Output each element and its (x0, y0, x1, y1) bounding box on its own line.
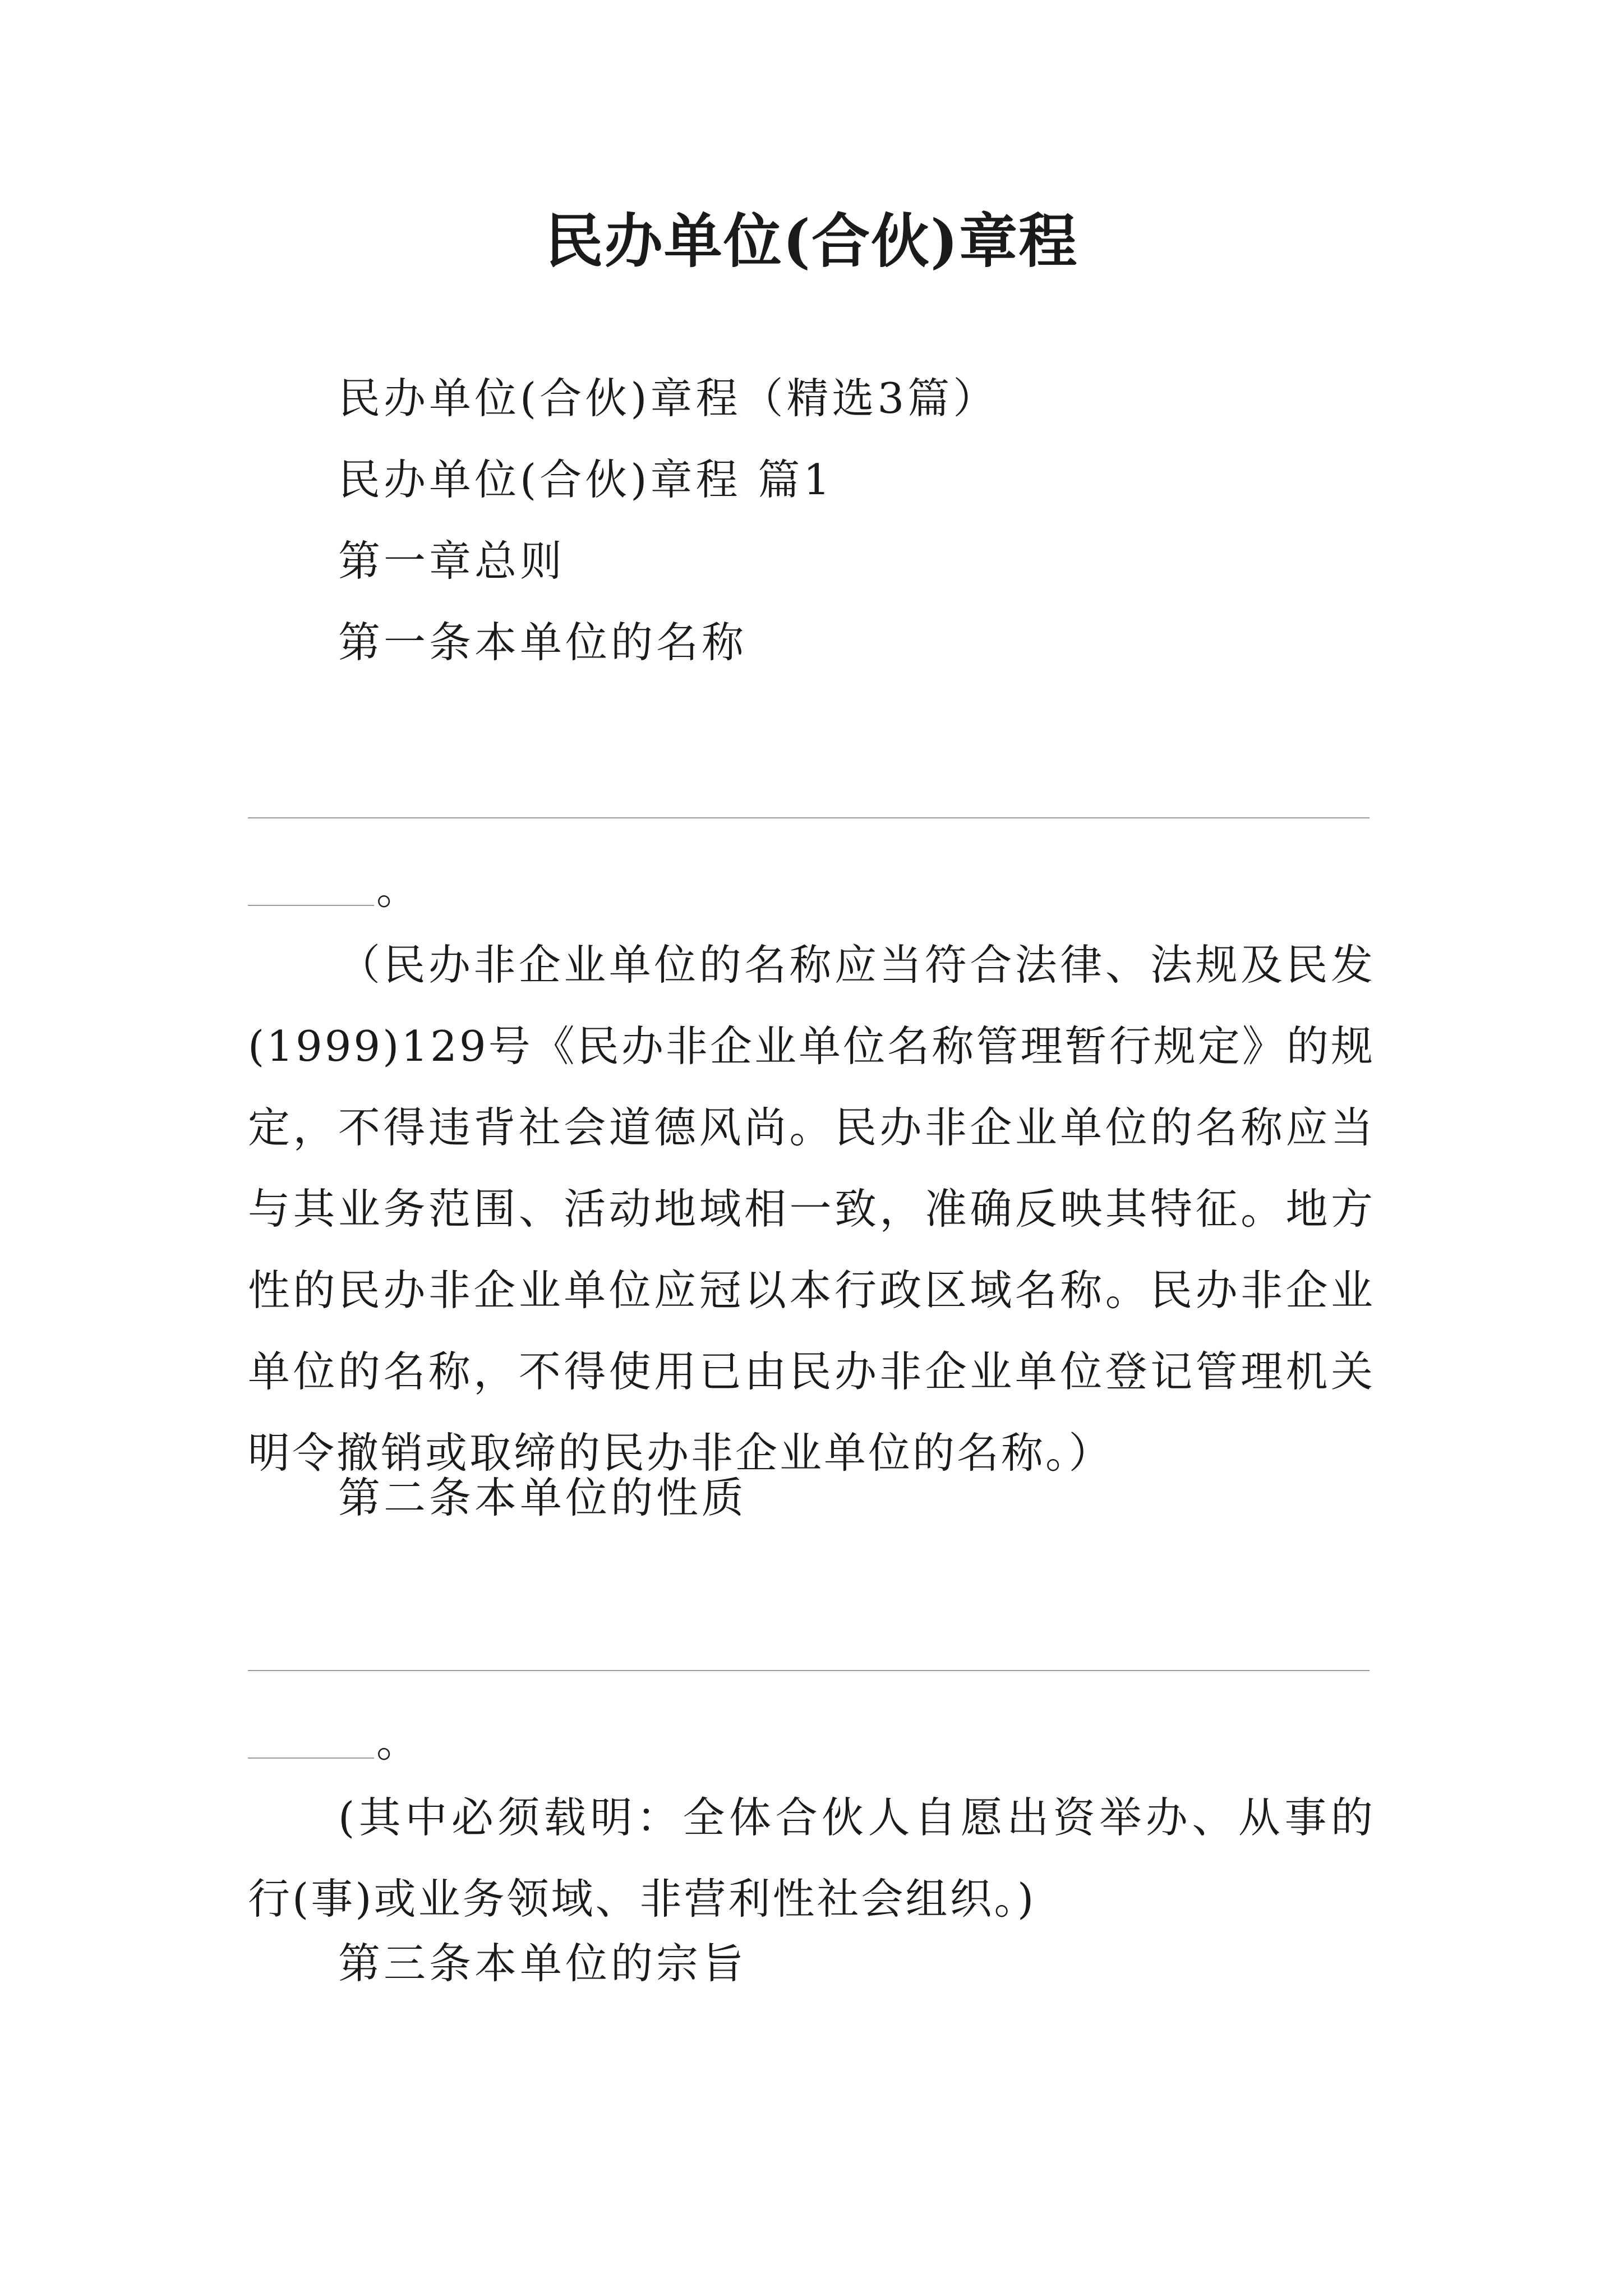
fill-in-blank-end (248, 861, 418, 917)
article-1-note: （民办非企业单位的名称应当符合法律、法规及民发(1999)129号《民办非企业单位名称管理暂行规定》的规定，不得违背社会道德风尚。民办非企业单位的名称应当与其业务范围、活动地域相一致，准确反映其特征。地方性的民办非企业单位应冠以本行政区域名称。民办非企业单位的名称，不得使用已由民办非企业单位登记管理机关明令撤销或取缔的民办非企业单位的名称。） (248, 940, 1375, 1478)
article-2-note: (其中必须载明：全体合伙人自愿出资举办、从事的行(事)或业务领域、非营利性社会组织。) (248, 1793, 1375, 1924)
article-2-heading: 第二条本单位的性质 (338, 1473, 748, 1522)
part-heading: 民办单位(合伙)章程 篇1 (338, 455, 834, 504)
fill-in-blank-end (248, 1714, 418, 1770)
blank-end-punctuation: 。 (376, 1717, 419, 1766)
document-subtitle: 民办单位(合伙)章程（精选3篇） (338, 374, 999, 423)
blank-underline (248, 1757, 374, 1759)
fill-in-blank-line (248, 1670, 1370, 1671)
article-3-heading: 第三条本单位的宗旨 (338, 1939, 748, 1988)
document-title: 民办单位(合伙)章程 (545, 206, 1078, 275)
article-1-heading: 第一条本单位的名称 (338, 618, 748, 667)
fill-in-blank-line (248, 817, 1370, 818)
blank-underline (248, 905, 374, 906)
blank-end-punctuation: 。 (376, 864, 419, 914)
chapter-heading: 第一章总则 (338, 536, 566, 586)
